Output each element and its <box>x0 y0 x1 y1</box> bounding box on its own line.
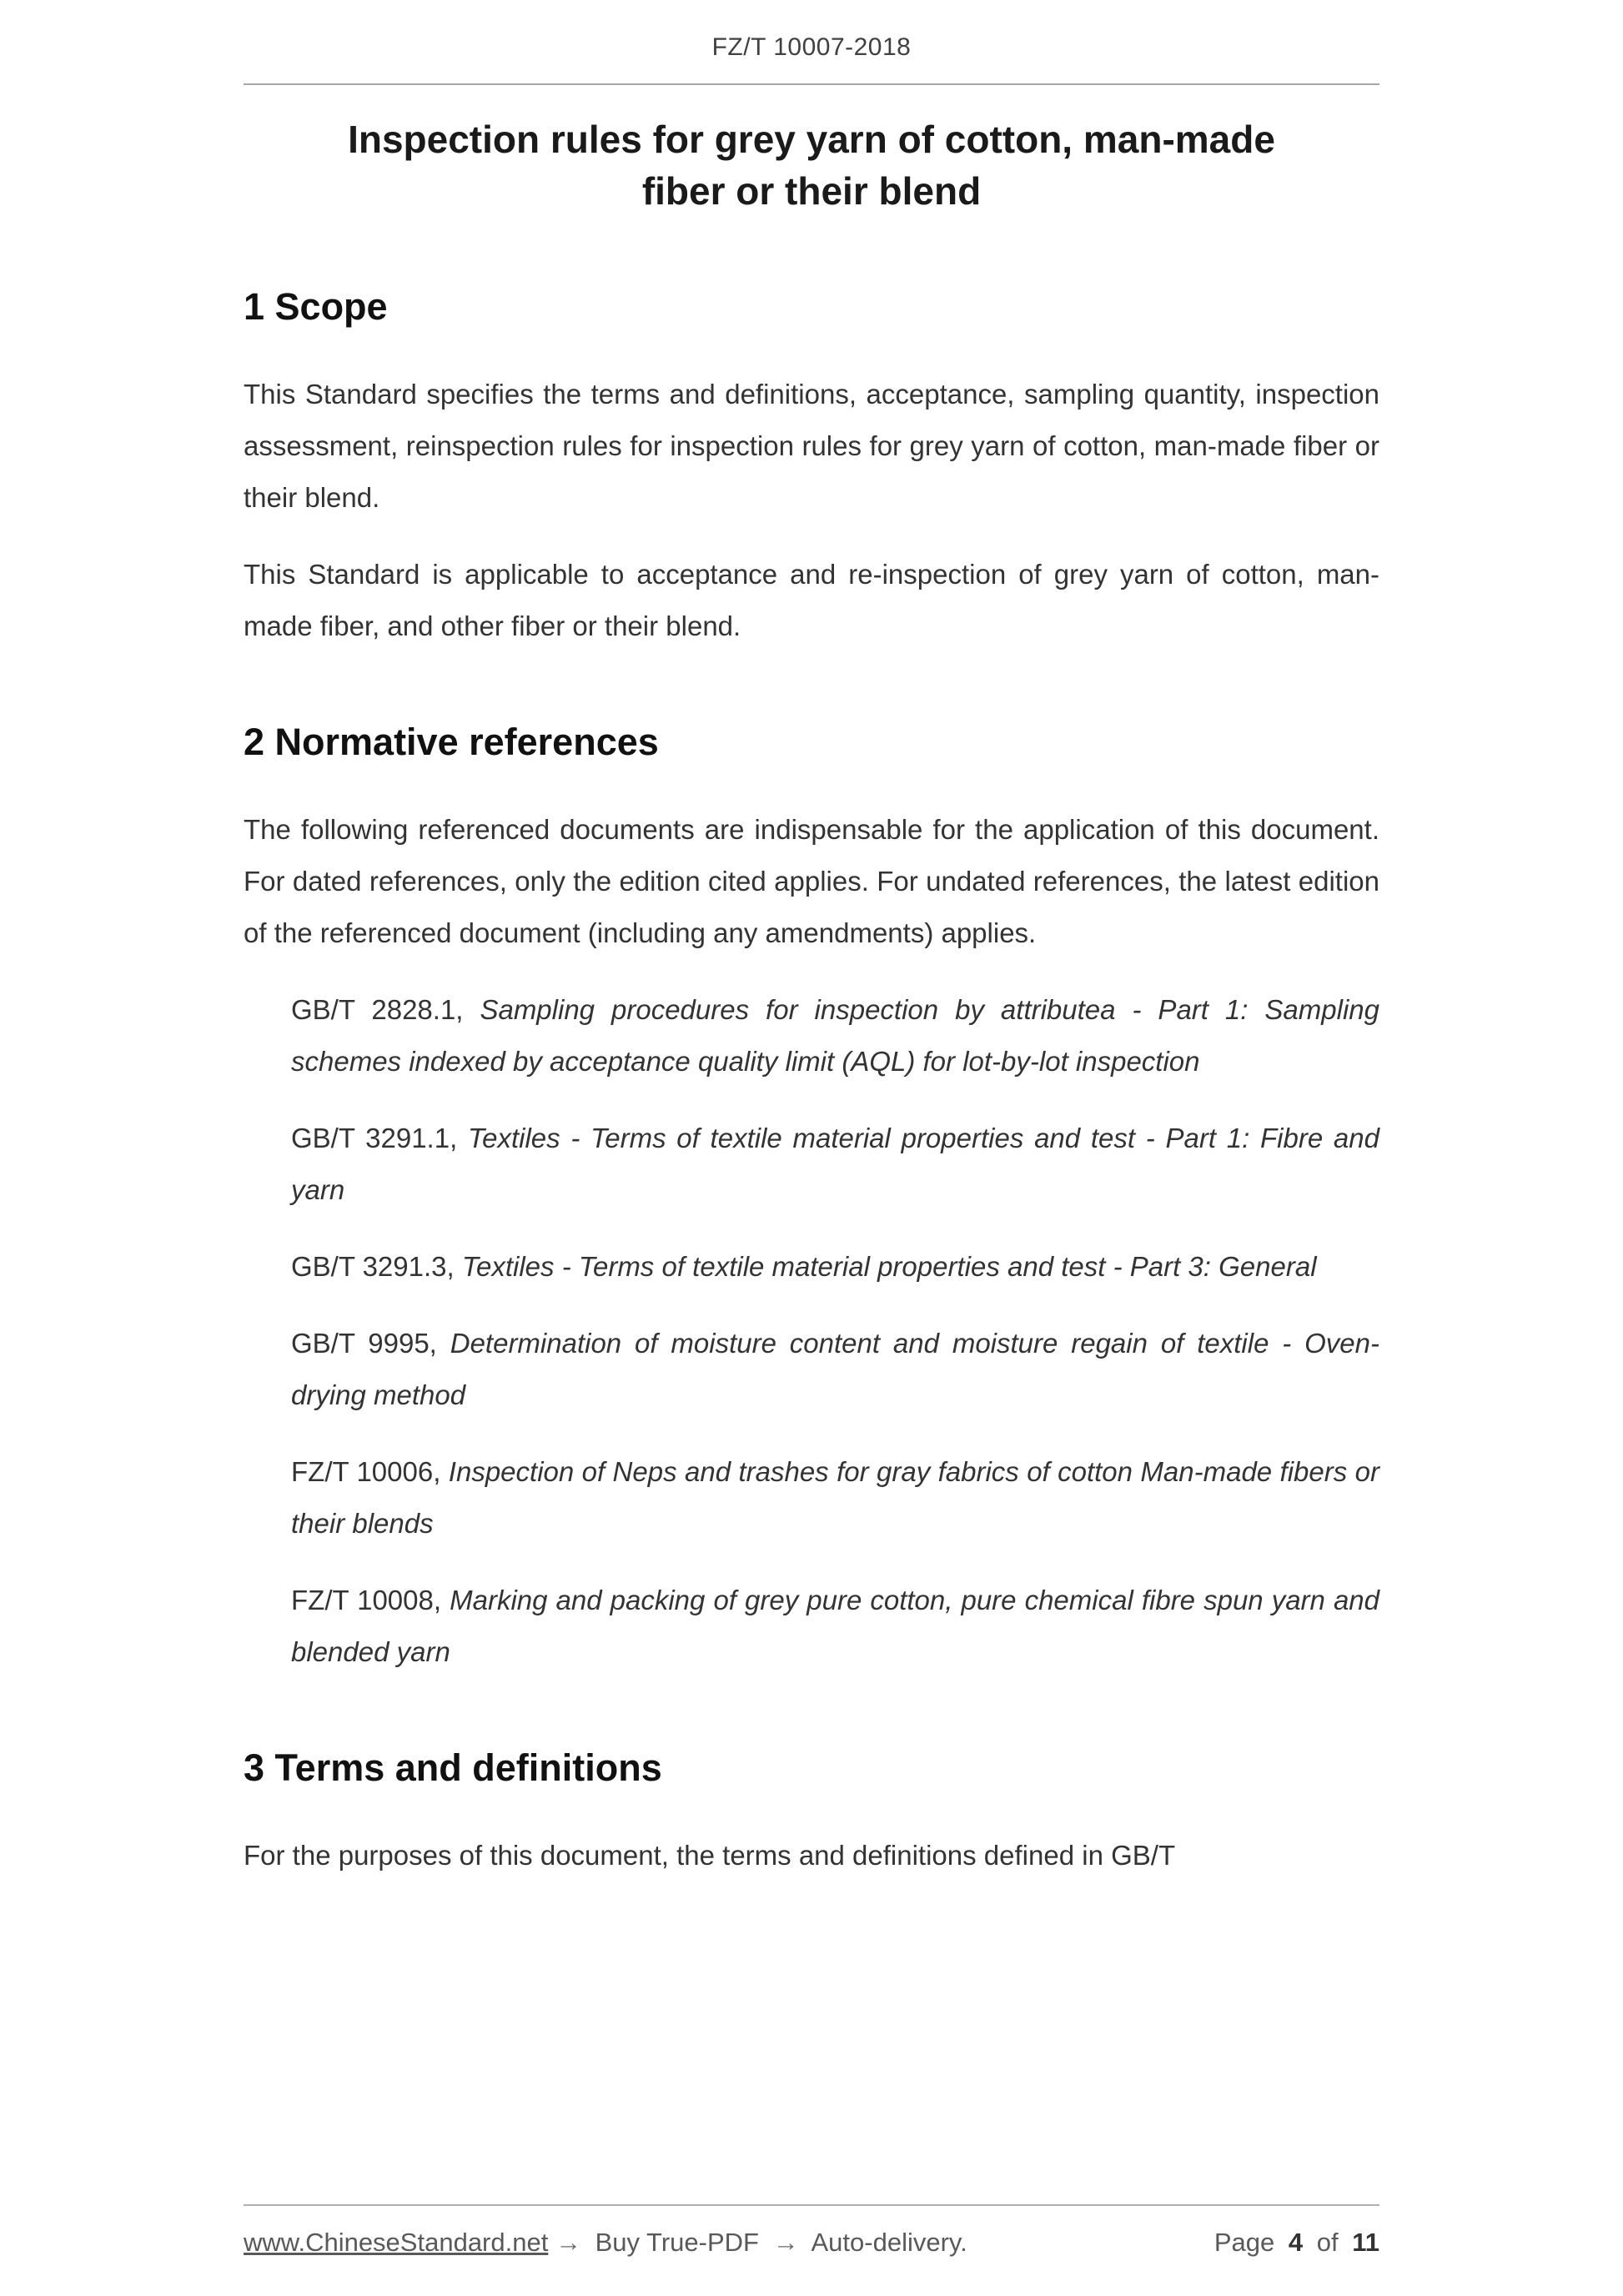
page-total: 11 <box>1352 2228 1379 2257</box>
footer-page-indicator <box>1208 2228 1379 2258</box>
page-footer <box>244 2204 1379 2258</box>
reference-title: Marking and packing of grey pure cotton, pure chemical fibre spun yarn and blended yarn <box>291 1585 1380 1667</box>
reference-item <box>291 1446 1379 1550</box>
scope-paragraph-2: This Standard is applicable to acceptance and re-inspection of grey yarn of cotton, man-made fiber, and other fiber or their blend. <box>244 559 1379 641</box>
page-number: 4 <box>1288 2228 1304 2257</box>
doc-number: FZ/T 10007-2018 <box>711 33 912 61</box>
footer-buy-text: Buy True-PDF <box>595 2228 759 2257</box>
page-label: Page <box>1213 2228 1275 2257</box>
reference-item <box>291 1575 1379 1678</box>
reference-code: GB/T 9995, <box>291 1328 437 1359</box>
footer-left <box>244 2228 974 2258</box>
document-title-line2: fiber or their blend <box>641 169 982 213</box>
reference-item <box>291 984 1379 1088</box>
reference-code: GB/T 3291.1, <box>291 1123 458 1153</box>
reference-code: FZ/T 10006, <box>291 1456 441 1487</box>
reference-title: Determination of moisture content and moisture regain of textile - Oven-drying method <box>291 1328 1379 1410</box>
page-header <box>244 0 1379 85</box>
reference-title: Textiles - Terms of textile material properties and test - Part 1: Fibre and yarn <box>291 1123 1379 1205</box>
heading-normative-references: 2 Normative references <box>244 721 659 763</box>
reference-code: GB/T 3291.3, <box>291 1251 455 1282</box>
header-divider <box>244 83 1379 85</box>
reference-code: FZ/T 10008, <box>291 1585 442 1615</box>
normative-intro-paragraph: The following referenced documents are indispensable for the application of this document. For dated references, only the edition cited applies. For undated references, the latest edition of the referenced document (including any amendments) applies. <box>244 814 1379 948</box>
reference-title: Textiles - Terms of textile material properties and test - Part 3: General <box>461 1251 1317 1282</box>
document-title-line1: Inspection rules for grey yarn of cotton, man-made <box>348 118 1275 161</box>
reference-item <box>291 1113 1379 1216</box>
scope-paragraph-1: This Standard specifies the terms and definitions, acceptance, sampling quantity, inspection assessment, reinspection rules for inspection rules for grey yarn of cotton, man-made fiber or their blend. <box>244 379 1379 513</box>
reference-code: GB/T 2828.1, <box>291 994 464 1025</box>
of-label: of <box>1316 2228 1339 2257</box>
terms-paragraph: For the purposes of this document, the terms and definitions defined in GB/T <box>244 1840 1176 1871</box>
site-link[interactable]: www.ChineseStandard.net <box>244 2228 549 2257</box>
reference-title: Inspection of Neps and trashes for gray fabrics of cotton Man-made fibers or their blends <box>291 1456 1379 1539</box>
arrow-icon: → <box>555 2228 581 2257</box>
document-title <box>244 113 1379 217</box>
heading-terms-definitions: 3 Terms and definitions <box>244 1746 662 1789</box>
footer-delivery-text: Auto-delivery. <box>811 2228 967 2257</box>
reference-title: Sampling procedures for inspection by attributea - Part 1: Sampling schemes indexed by acceptance quality limit (AQL) for lot-by-lot inspection <box>291 994 1379 1077</box>
reference-item <box>291 1318 1379 1421</box>
arrow-icon: → <box>772 2228 799 2257</box>
heading-scope: 1 Scope <box>244 285 388 328</box>
reference-item <box>291 1241 1379 1293</box>
